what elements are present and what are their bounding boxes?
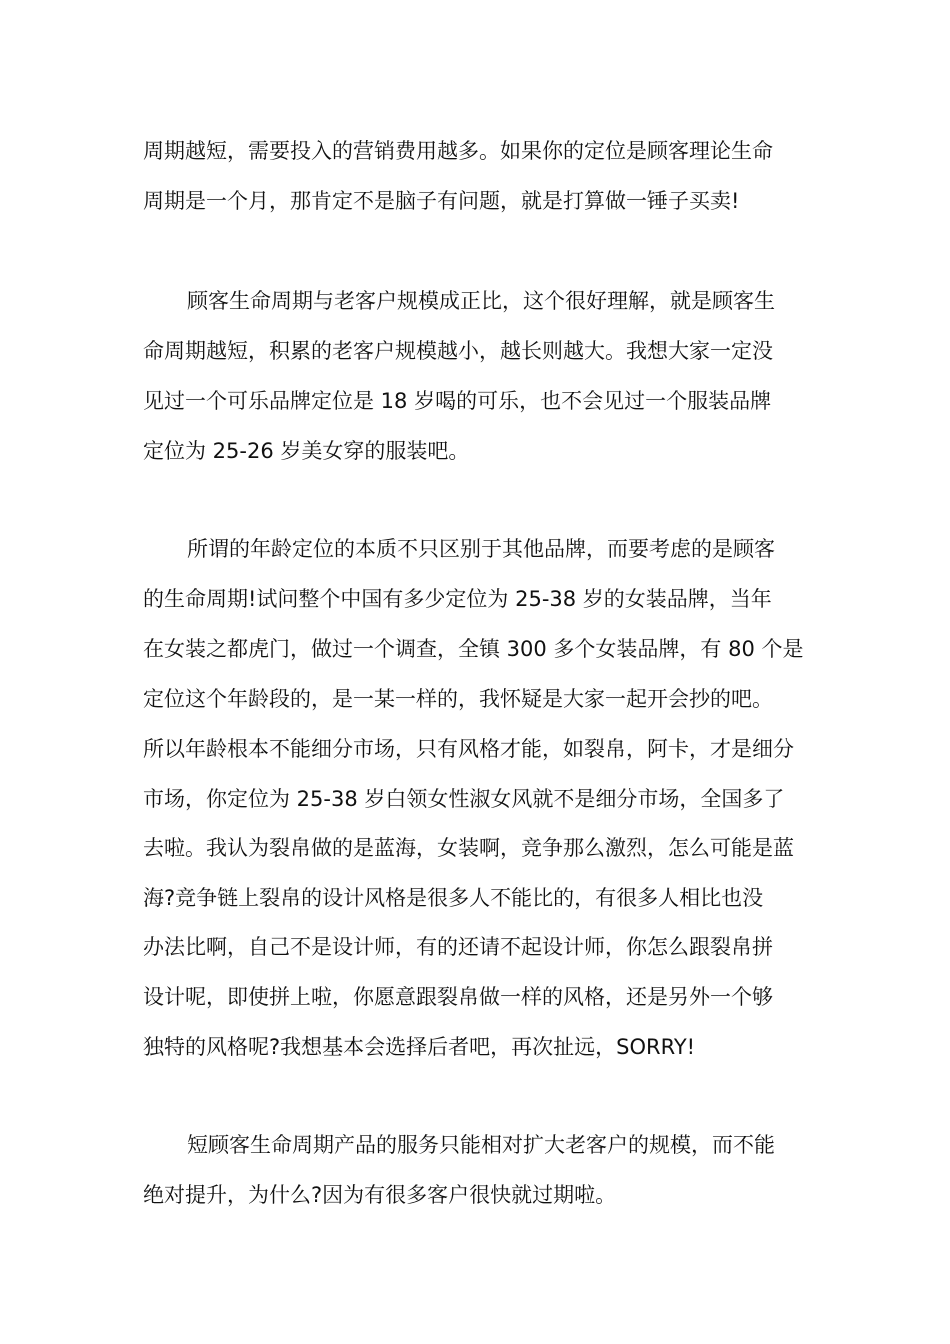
text-line: 所谓的年龄定位的本质不只区别于其他品牌，而要考虑的是顾客 [187, 537, 775, 561]
text-line: 设计呢，即使拼上啦，你愿意跟裂帛做一样的风格，还是另外一个够 [143, 985, 773, 1009]
text-line: 所以年龄根本不能细分市场，只有风格才能，如裂帛，阿卡，才是细分 [143, 737, 794, 761]
text-line: 在女装之都虎门，做过一个调查，全镇 300 多个女装品牌，有 80 个是 [143, 637, 804, 661]
text-line: 去啦。我认为裂帛做的是蓝海，女装啊，竞争那么激烈，怎么可能是蓝 [143, 836, 794, 860]
text-line: 顾客生命周期与老客户规模成正比，这个很好理解，就是顾客生 [187, 289, 775, 313]
text-line: 定位这个年龄段的，是一某一样的，我怀疑是大家一起开会抄的吧。 [143, 687, 773, 711]
text-line: 命周期越短，积累的老客户规模越小，越长则越大。我想大家一定没 [143, 339, 773, 363]
text-line: 独特的风格呢?我想基本会选择后者吧，再次扯远，SORRY! [143, 1035, 696, 1059]
text-line: 绝对提升，为什么?因为有很多客户很快就过期啦。 [143, 1183, 617, 1207]
text-line: 短顾客生命周期产品的服务只能相对扩大老客户的规模，而不能 [187, 1133, 775, 1157]
text-line: 海?竞争链上裂帛的设计风格是很多人不能比的，有很多人相比也没 [143, 886, 764, 910]
text-line: 市场，你定位为 25-38 岁白领女性淑女风就不是细分市场，全国多了 [143, 787, 785, 811]
text-line: 周期是一个月，那肯定不是脑子有问题，就是打算做一锤子买卖! [143, 189, 740, 213]
text-line: 的生命周期!试问整个中国有多少定位为 25-38 岁的女装品牌，当年 [143, 587, 772, 611]
text-line: 见过一个可乐品牌定位是 18 岁喝的可乐，也不会见过一个服装品牌 [143, 389, 772, 413]
text-line: 周期越短，需要投入的营销费用越多。如果你的定位是顾客理论生命 [143, 139, 773, 163]
text-line: 定位为 25-26 岁美女穿的服装吧。 [143, 439, 470, 463]
text-line: 办法比啊，自己不是设计师，有的还请不起设计师，你怎么跟裂帛拼 [143, 935, 773, 959]
